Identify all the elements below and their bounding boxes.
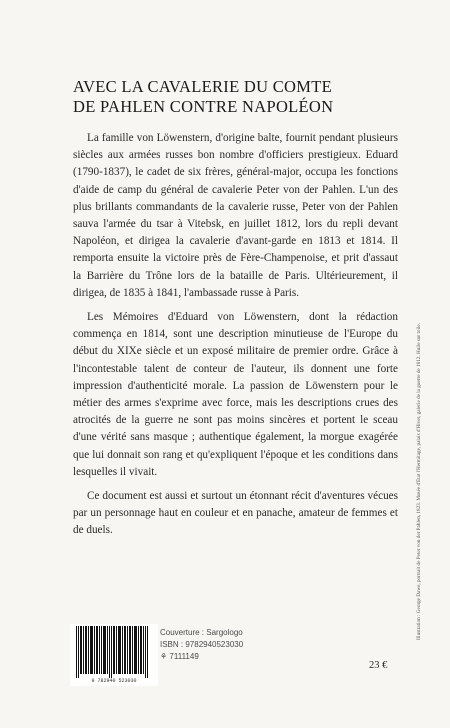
blurb-paragraph-1: La famille von Löwenstern, d'origine balte, fournit pendant plusieurs siècles aux armées russes bon nombre d'officiers prestigieux. Eduard (1790-1837), le cadet de six frères, général-major, occupa les fonctions d'aide de camp du général de cavalerie Peter von der Pahlen. L'un des plus brillants commandants de la cavalerie russe, Peter von der Pahlen sauva l'armée du tsar à Vitebsk, en juillet 1812, lors du repli devant Napoléon, et dirigea la cavalerie d'avant-garde en 1813 et 1814. Il remporta ensuite la victoire près de Fère-Champenoise, et prit d'assaut la Barrière du Trône lors de la bataille de Paris. Ultérieurement, il dirigea, de 1835 à 1841, l'ambassade russe à Paris. [73, 132, 398, 299]
distribution-mark-icon: ⚘ [160, 652, 168, 661]
code-value: 7111149 [169, 652, 199, 661]
title-line-2: DE PAHLEN CONTRE NAPOLÉON [73, 97, 334, 116]
cover-credit: Couverture : Sargologo [160, 628, 243, 637]
price: 23 € [369, 660, 388, 671]
publication-info [160, 627, 310, 663]
barcode-bars [70, 624, 158, 679]
illustration-credit [416, 265, 430, 640]
illustration-credit-text: Illustration : George Dawe, portrait de Peter von der Pahlen, 1823. Musée d'État l'Hermitage, palais d'Hiver, galerie de la guerre de 1812. Huile sur toile. [416, 323, 422, 640]
blurb-paragraph-3: Ce document est aussi et surtout un étonnant récit d'aventures vécues par un personnage haut en couleur et en panache, amateur de femmes et de duels. [73, 490, 398, 537]
title-line-1: AVEC LA CAVALERIE DU COMTE [73, 77, 332, 96]
isbn-barcode [70, 624, 158, 686]
blurb-paragraph-2: Les Mémoires d'Eduard von Löwenstern, dont la rédaction commença en 1814, sont une description minutieuse de l'Europe du début du XIXe siècle et un exposé militaire de premier ordre. Grâce à l'incontestable talent de conteur de l'auteur, ils donnent une forte impression d'authenticité morale. La passion de Löwenstern pour le métier des armes s'exprime avec force, mais les descriptions crues des atrocités de la guerre ne sont pas moins sincères et portent le sceau d'une vérité sans masque ; authentique également, la morgue exagérée que lui donnait son rang et qu'expliquent l'époque et les conditions dans lesquelles il vivait. [73, 311, 398, 478]
barcode-number: 9 782940 523030 [91, 678, 137, 684]
code-line [160, 651, 310, 663]
isbn-line: ISBN : 9782940523030 [160, 640, 244, 649]
blurb-text [73, 130, 398, 547]
book-title [73, 77, 393, 117]
